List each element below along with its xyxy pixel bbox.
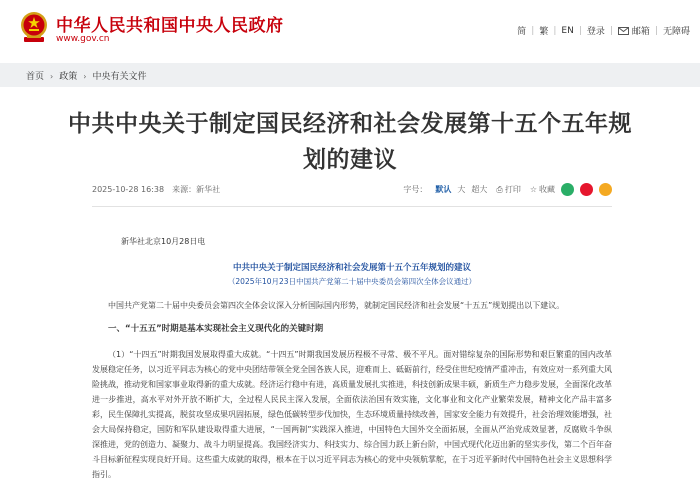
document-heading: 中共中央关于制定国民经济和社会发展第十五个五年规划的建议 [232, 263, 471, 273]
page-title: 中共中央关于制定国民经济和社会发展第十五个五年规划的建议 [68, 111, 632, 173]
breadcrumb-bar [0, 63, 700, 87]
font-size-default[interactable]: 默认 [435, 185, 452, 194]
mail-link[interactable] [618, 24, 650, 37]
mail-label: 邮箱 [631, 27, 650, 37]
breadcrumb-policy[interactable]: 政策 [59, 72, 78, 82]
intro-paragraph: 中国共产党第二十届中央委员会第四次全体会议深入分析国际国内形势，就制定国民经济和社会发展“十五五”规划提出以下建议。 [108, 301, 565, 310]
divider [92, 206, 612, 207]
chevron-right-icon: › [50, 72, 54, 81]
font-size-xlarge[interactable]: 超大 [471, 185, 488, 194]
star-icon: ☆ [529, 185, 537, 194]
weibo-share-icon[interactable] [580, 183, 593, 196]
link-traditional[interactable]: 繁 [539, 27, 549, 37]
article-meta [92, 183, 612, 197]
link-simplified[interactable]: 简 [517, 27, 527, 37]
site-name[interactable]: 中华人民共和国中央人民政府 [56, 16, 284, 36]
favorite-button[interactable] [530, 184, 555, 195]
print-button[interactable] [496, 184, 520, 195]
print-icon: ⎙ [496, 184, 503, 194]
top-links [517, 24, 690, 37]
document-subheading: （2025年10月23日中国共产党第二十届中央委员会第四次全体会议通过） [227, 277, 477, 286]
login-link[interactable] [587, 24, 605, 37]
divider: | [531, 25, 535, 36]
dateline: 新华社北京10月28日电 [121, 237, 206, 246]
divider: | [654, 25, 658, 36]
mail-icon [618, 27, 629, 35]
print-label: 打印 [504, 185, 521, 194]
link-english[interactable]: EN [561, 25, 574, 36]
body-paragraph: （1）“十四五”时期我国发展取得重大成就。“十四五”时期我国发展历程极不寻常、极不平凡。面对错综复杂的国际形势和艰巨繁重的国内改革发展稳定任务，以习近平同志为核心的党中央团结带领全党全国各族人民，迎难而上、砥砺前行，经受住世纪疫情严重冲击，有效应对一系列重大风险挑战，推动党和国家事业取得新的重大成就。经济运行稳中有进，高质量发展扎实推进，科技创新成果丰硕，新质生产力稳步发展，全面深化改革进一步推进，高水平对外开放不断扩大，全过程人民民主深入发展，全面依法治国有效实施，文化事业和文化产业繁荣发展，精神文化产品丰富多彩，民生保障扎实提高，脱贫攻坚成果巩固拓展，绿色低碳转型步伐加快，生态环境质量持续改善，国家安全能力有效提升，社会治理效能增强，社会大局保持稳定，国防和军队建设取得重大进展，“一国两制”实践深入推进，中国特色大国外交全面拓展，全面从严治党成效显著，反腐败斗争纵深推进，党的创造力、凝聚力、战斗力明显提高。我国经济实力、科技实力、综合国力跃上新台阶，中国式现代化迈出新的坚实步伐，第二个百年奋斗目标新征程实现良好开局。这些重大成就的取得，根本在于以习近平同志为核心的党中央领航掌舵，在于习近平新时代中国特色社会主义思想科学指引。 [92, 350, 612, 479]
site-url: www.gov.cn [56, 34, 110, 44]
breadcrumb-home[interactable]: 首页 [26, 72, 45, 82]
login-label: 登录 [586, 27, 605, 37]
source-name: 新华社 [196, 185, 221, 194]
font-size-large[interactable]: 大 [457, 185, 466, 194]
publish-date: 2025-10-28 16:38 [92, 185, 165, 194]
section-heading: 一、“十五五”时期是基本实现社会主义现代化的关键时期 [108, 324, 324, 334]
accessibility-label: 无障碍 [662, 27, 690, 37]
breadcrumb [26, 69, 146, 82]
chevron-right-icon: › [83, 72, 87, 81]
divider: | [553, 25, 557, 36]
divider: | [578, 25, 582, 36]
qzone-share-icon[interactable] [599, 183, 612, 196]
accessibility-link[interactable] [663, 24, 690, 37]
meta-tools [403, 183, 612, 196]
wechat-share-icon[interactable] [561, 183, 574, 196]
breadcrumb-documents[interactable]: 中央有关文件 [92, 72, 147, 82]
divider: | [609, 25, 613, 36]
font-size-label: 字号： [403, 185, 428, 194]
meta-info [92, 184, 228, 195]
site-header [0, 0, 700, 55]
favorite-label: 收藏 [539, 185, 555, 194]
national-emblem-icon[interactable] [18, 10, 50, 44]
source-label: 来源： [172, 185, 197, 194]
